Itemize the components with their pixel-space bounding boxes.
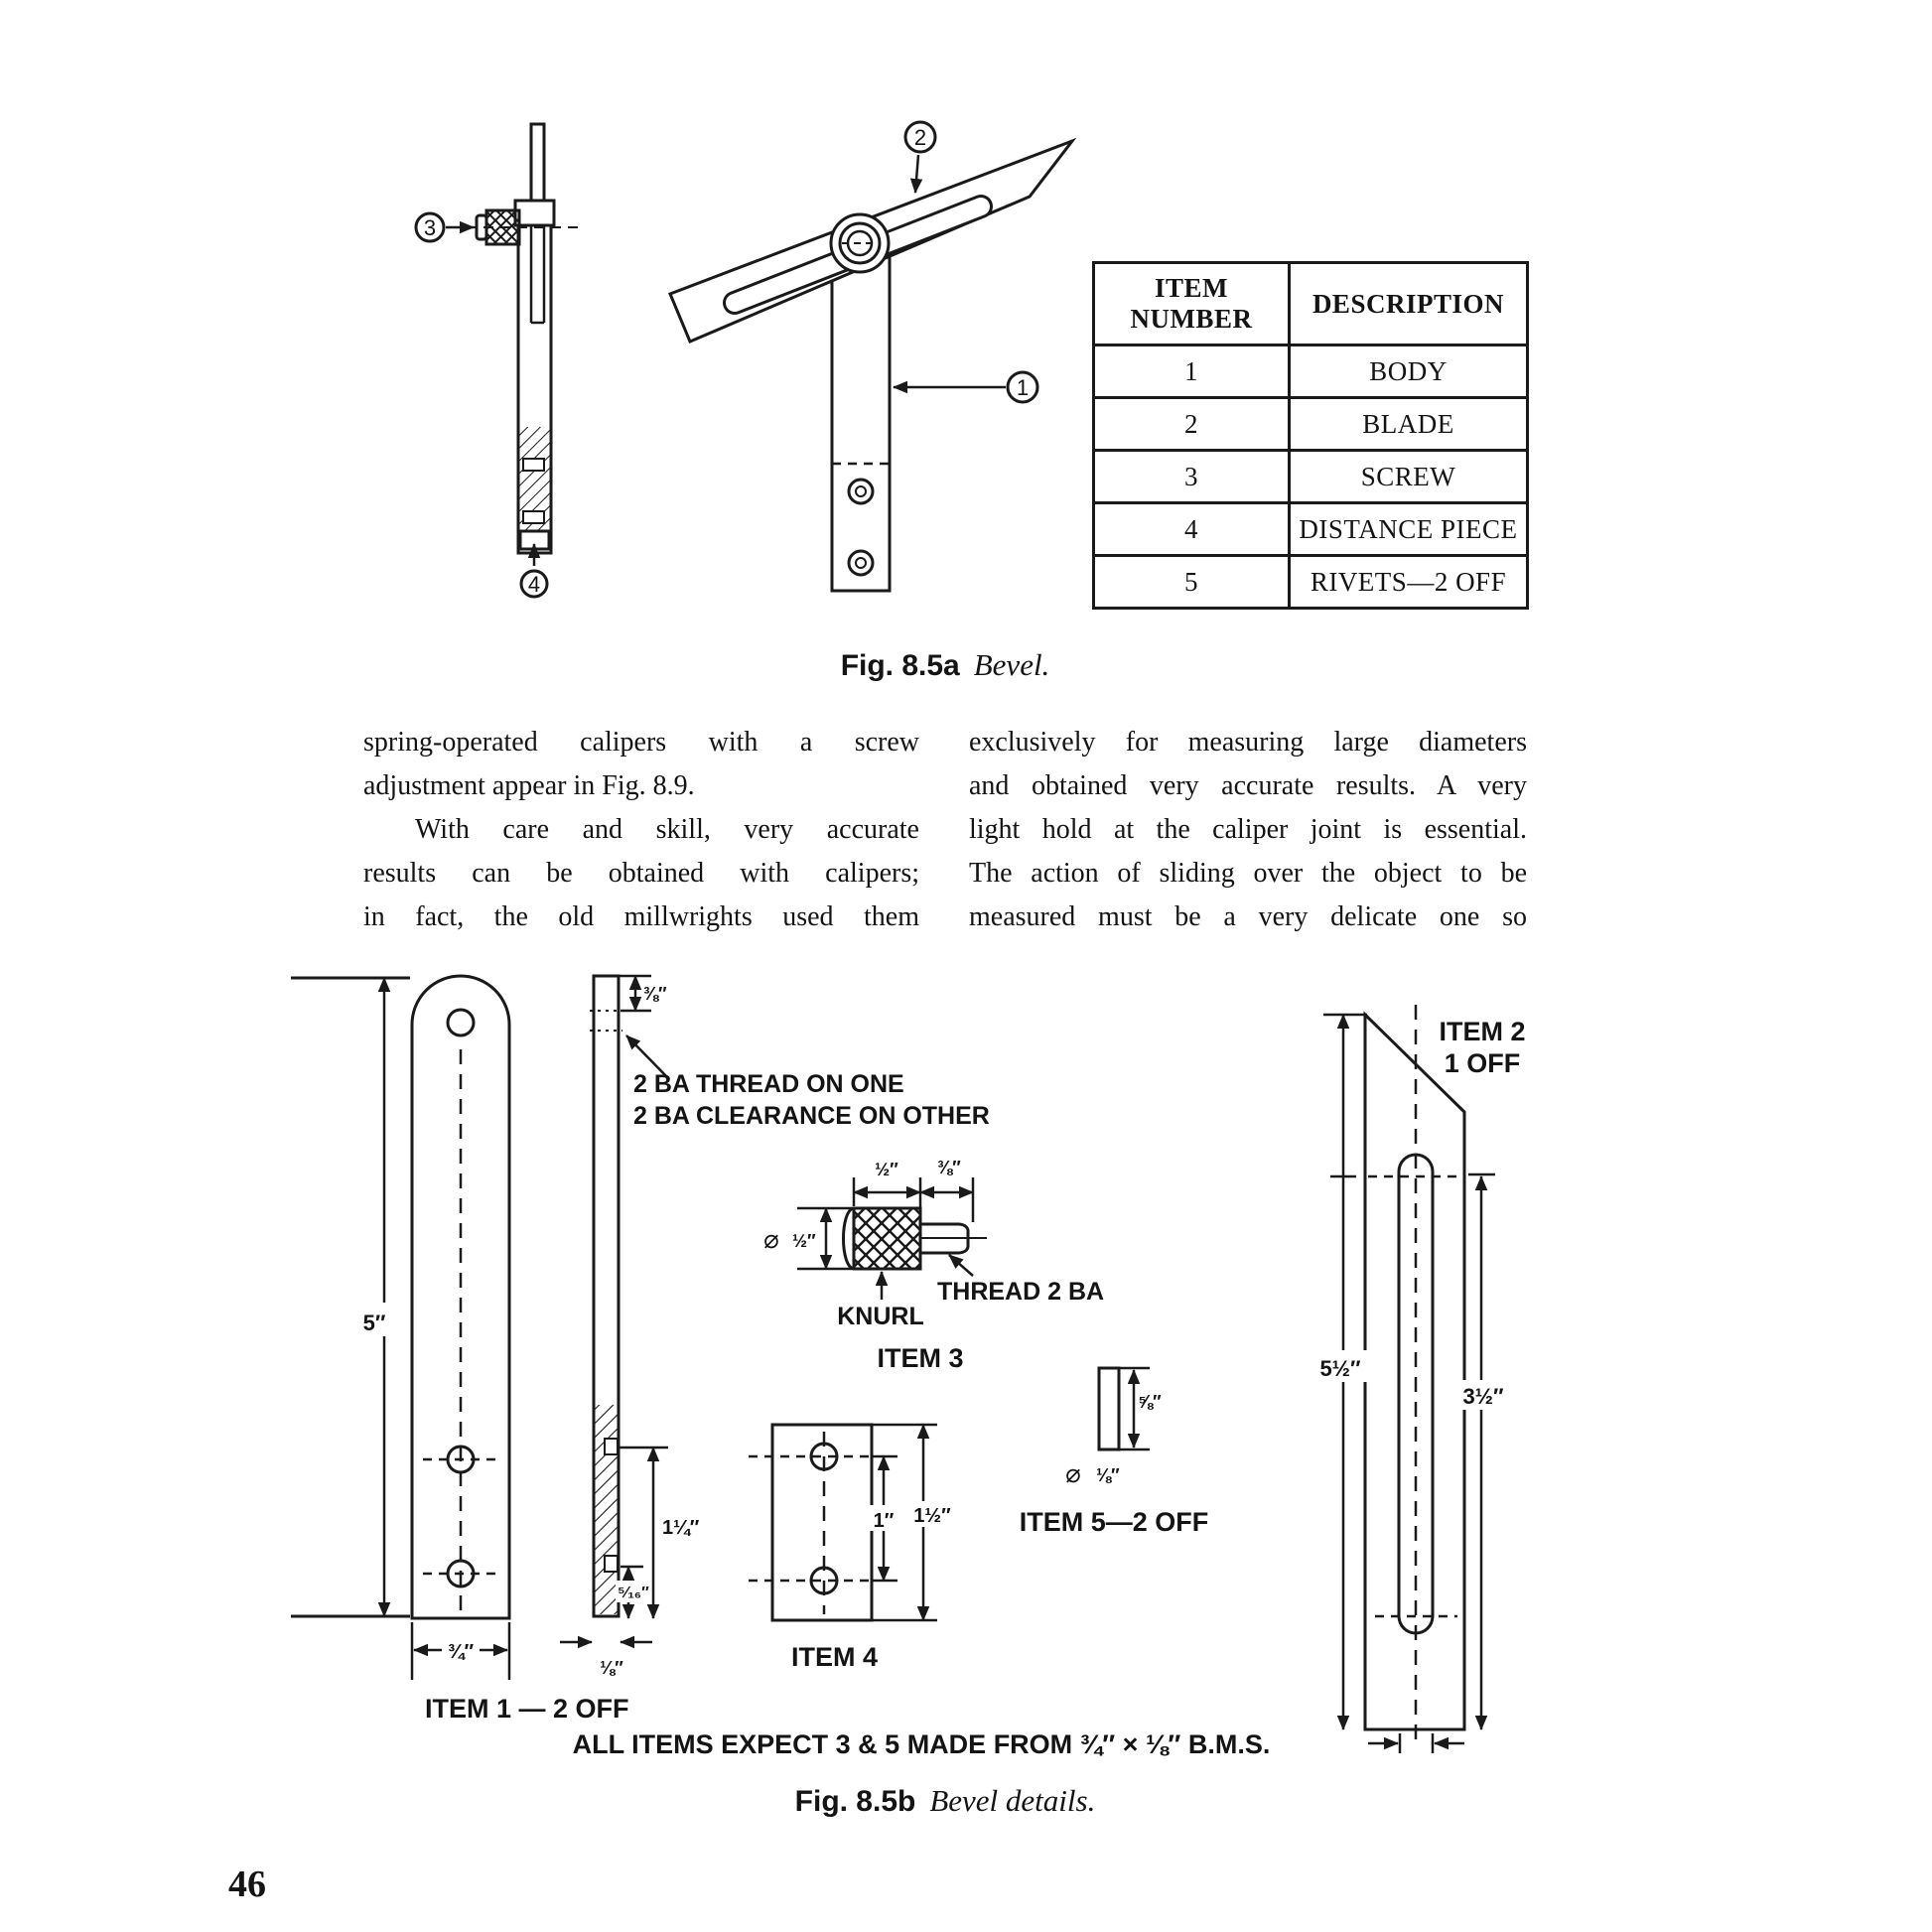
item3-diameter-dim: ½″	[792, 1231, 816, 1251]
fig-8-5a-assembled-drawing	[596, 89, 1092, 645]
header-item-line1: ITEM	[1154, 273, 1228, 303]
text-line: With care and skill, very accurate	[415, 814, 919, 845]
bevel-edge-view	[416, 124, 578, 597]
table-row	[1094, 345, 1528, 398]
item2-label-line2: 1 OFF	[1444, 1048, 1521, 1078]
header-description: DESCRIPTION	[1289, 263, 1527, 345]
item2-slot-dim: 3½″	[1462, 1384, 1504, 1409]
item5-length-dim: ⅝″	[1138, 1392, 1162, 1412]
text-line: The action of sliding over the object to be	[969, 858, 1527, 889]
item4-length-dim: 1½″	[913, 1505, 951, 1527]
page-number: 46	[228, 1863, 266, 1905]
item1-height-dim: 5″	[362, 1311, 386, 1335]
item3-knurl-note: KNURL	[837, 1303, 924, 1330]
item1-side-pad-dim: ⁵⁄₁₆″	[618, 1585, 649, 1601]
item3-view	[763, 1158, 1104, 1373]
item3-shank-length-dim: ⅜″	[937, 1158, 961, 1177]
figure-b-caption-title: Bevel details.	[929, 1783, 1096, 1818]
text-line: results can be obtained with calipers;	[363, 858, 919, 889]
item4-label: ITEM 4	[791, 1642, 879, 1672]
text-line: light hold at the caliper joint is essential.	[969, 814, 1527, 845]
text-column-left	[363, 721, 919, 939]
cell-item: 1	[1094, 345, 1290, 398]
fig-8-5b-details-drawing	[278, 953, 1549, 1792]
text-column-right	[969, 721, 1527, 939]
cell-item: 2	[1094, 398, 1290, 451]
header-item-line2: NUMBER	[1130, 304, 1253, 334]
table-row	[1094, 503, 1528, 556]
item3-label: ITEM 3	[877, 1343, 964, 1373]
text-line: spring-operated calipers with a screw	[363, 727, 919, 758]
item4-view	[749, 1425, 955, 1672]
item5-view	[1020, 1368, 1209, 1537]
text-line: and obtained very accurate results. A very	[969, 770, 1527, 801]
callout-3-number: 3	[423, 215, 437, 240]
item5-label: ITEM 5—2 OFF	[1019, 1507, 1209, 1537]
callout-2-number: 2	[913, 125, 927, 150]
body-collar	[515, 201, 554, 225]
item1-side-hatch	[596, 1405, 618, 1614]
text-line: measured must be a very delicate one so	[969, 901, 1527, 932]
header-item-number	[1094, 263, 1290, 345]
item1-side-lower-dim: 1¼″	[662, 1517, 700, 1539]
text-line: adjustment appear in Fig. 8.9.	[363, 770, 695, 801]
item5-diameter-dim: ⅛″	[1096, 1465, 1120, 1485]
thread-note-line2: 2 BA CLEARANCE ON OTHER	[633, 1102, 990, 1130]
item1-width-dim: ¾″	[447, 1641, 475, 1663]
callout-1-number: 1	[1016, 375, 1030, 400]
table-row	[1094, 556, 1528, 609]
figure-a-caption	[363, 647, 1527, 683]
item1-top-hole	[448, 1010, 474, 1035]
item5-outline	[1099, 1368, 1119, 1449]
cell-item: 4	[1094, 503, 1290, 556]
item3-thread-note: THREAD 2 BA	[937, 1278, 1105, 1306]
thread2ba-arrow	[949, 1255, 973, 1276]
text-line: in fact, the old millwrights used them	[363, 901, 919, 932]
item2-label-line1: ITEM 2	[1439, 1017, 1526, 1046]
cell-description: BODY	[1289, 345, 1527, 398]
cell-description: BLADE	[1289, 398, 1527, 451]
table-row	[1094, 451, 1528, 503]
item2-view	[1314, 1005, 1526, 1753]
item3-diameter-symbol: ⌀	[763, 1225, 779, 1255]
item1-front-view	[291, 976, 629, 1724]
item3-knurl-head	[854, 1208, 920, 1269]
cell-item: 3	[1094, 451, 1290, 503]
cell-description: RIVETS—2 OFF	[1289, 556, 1527, 609]
item3-knurl-width-dim: ½″	[875, 1160, 898, 1179]
cell-description: SCREW	[1289, 451, 1527, 503]
table-header-row	[1094, 263, 1528, 345]
hatched-section	[518, 427, 551, 546]
parts-table	[1092, 261, 1529, 610]
figure-b-caption	[363, 1783, 1527, 1819]
item4-hole-spacing-dim: 1″	[873, 1510, 895, 1532]
figure-a-caption-label: Fig. 8.5a	[840, 649, 960, 682]
table-row	[1094, 398, 1528, 451]
text-line: exclusively for measuring large diameters	[969, 727, 1527, 758]
item1-side-top-dim: ⅜″	[643, 984, 667, 1004]
item3-knurl-cap	[844, 1208, 855, 1269]
figure-b-caption-label: Fig. 8.5b	[794, 1785, 916, 1818]
item1-label: ITEM 1 — 2 OFF	[425, 1694, 629, 1724]
thread-note-line1: 2 BA THREAD ON ONE	[633, 1070, 904, 1098]
item2-overall-dim: 5½″	[1319, 1356, 1361, 1381]
bevel-assembled-view	[670, 122, 1072, 591]
item5-diameter-symbol: ⌀	[1065, 1459, 1081, 1489]
figure-a-caption-title: Bevel.	[973, 647, 1050, 682]
callout-4-number: 4	[527, 572, 541, 597]
cell-item: 5	[1094, 556, 1290, 609]
item1-side-thickness-dim: ⅛″	[600, 1658, 623, 1678]
callout-2-arrow	[915, 155, 918, 193]
material-note: ALL ITEMS EXPECT 3 & 5 MADE FROM ¾″ × ⅛″ B.M.S.	[572, 1729, 1271, 1759]
cell-description: DISTANCE PIECE	[1289, 503, 1527, 556]
